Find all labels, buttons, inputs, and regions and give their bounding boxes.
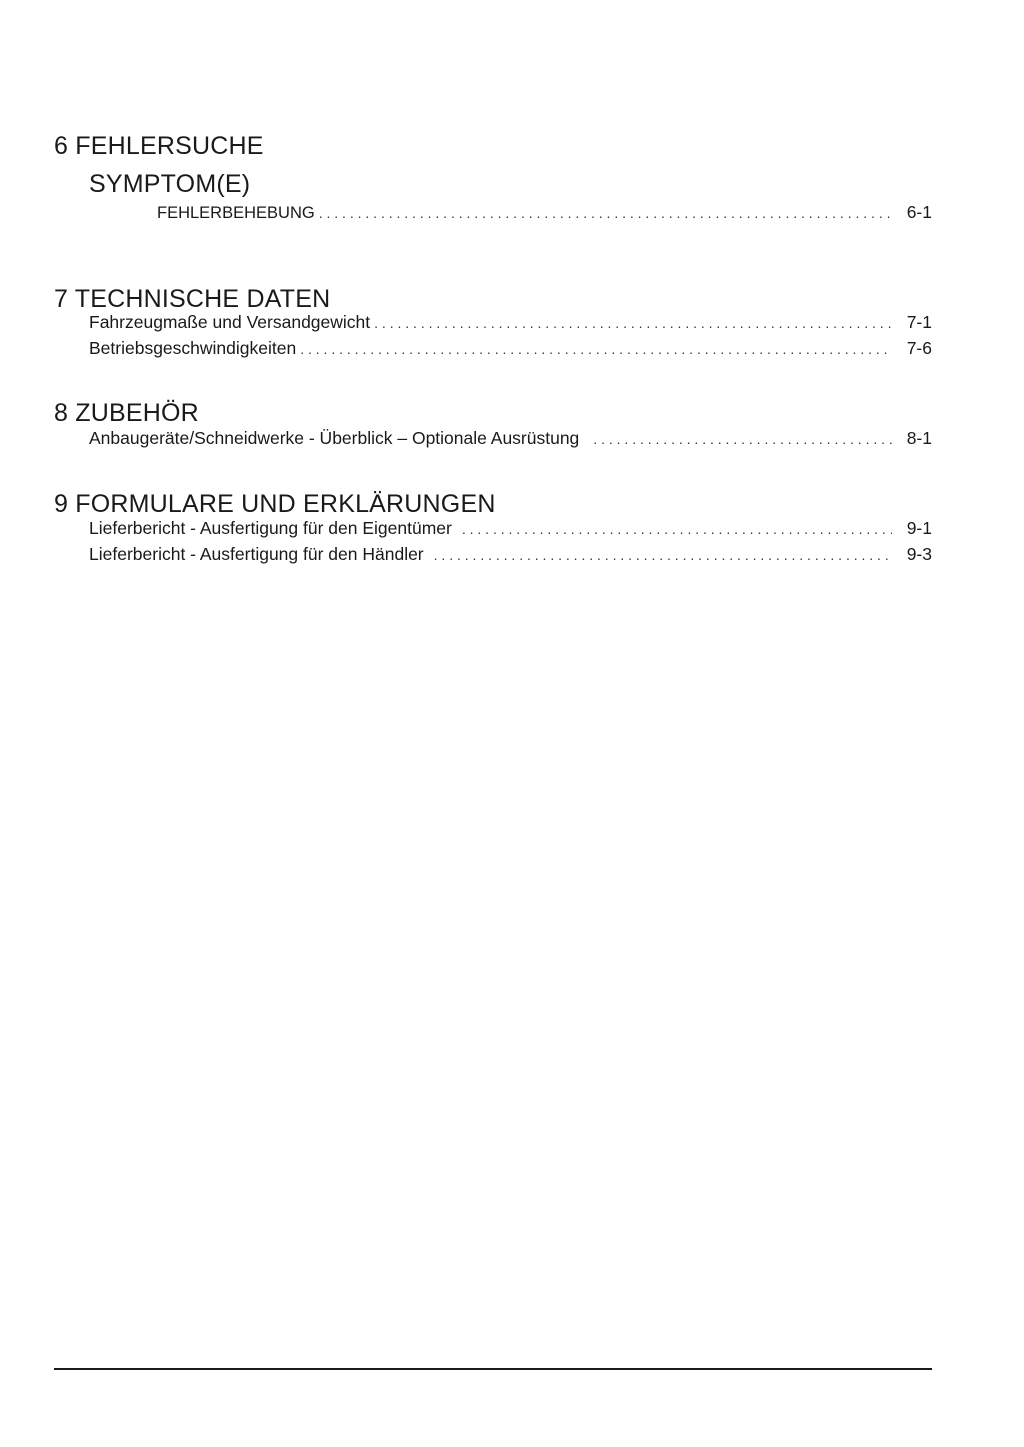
dot-leader — [300, 337, 892, 361]
section-heading: 7 TECHNISCHE DATEN — [54, 285, 331, 313]
dot-leader — [374, 311, 892, 335]
toc-entry-label: Lieferbericht - Ausfertigung für den Händler — [89, 544, 424, 564]
toc-entry[interactable] — [89, 336, 932, 361]
toc-entry-page: 6-1 — [906, 202, 932, 222]
toc-entry-label: Betriebsgeschwindigkeiten — [89, 338, 297, 358]
toc-entry-page: 7-6 — [906, 338, 932, 358]
section-heading: 9 FORMULARE UND ERKLÄRUNGEN — [54, 490, 496, 518]
toc-entry[interactable] — [89, 516, 932, 541]
subsection-heading: SYMPTOM(E) — [89, 170, 251, 198]
toc-entry[interactable] — [157, 200, 932, 225]
section-heading: 8 ZUBEHÖR — [54, 399, 199, 427]
toc-entry-page: 9-3 — [906, 544, 932, 564]
toc-entry-page: 8-1 — [906, 428, 932, 448]
dot-leader — [319, 201, 892, 225]
toc-entry-label: Lieferbericht - Ausfertigung für den Eigentümer — [89, 518, 452, 538]
toc-entry[interactable] — [89, 426, 932, 451]
toc-entry[interactable] — [89, 542, 932, 567]
toc-entry-page: 7-1 — [906, 312, 932, 332]
section-heading: 6 FEHLERSUCHE — [54, 132, 264, 160]
toc-entry-label: Anbaugeräte/Schneidwerke - Überblick – Optionale Ausrüstung — [89, 428, 580, 448]
dot-leader — [462, 517, 892, 541]
toc-entry-label: FEHLERBEHEBUNG — [157, 204, 315, 222]
footer-divider — [54, 1368, 932, 1370]
toc-entry-page: 9-1 — [906, 518, 932, 538]
dot-leader — [434, 543, 892, 567]
dot-leader — [593, 427, 892, 451]
toc-entry-label: Fahrzeugmaße und Versandgewicht — [89, 312, 371, 332]
toc-entry[interactable] — [89, 310, 932, 335]
